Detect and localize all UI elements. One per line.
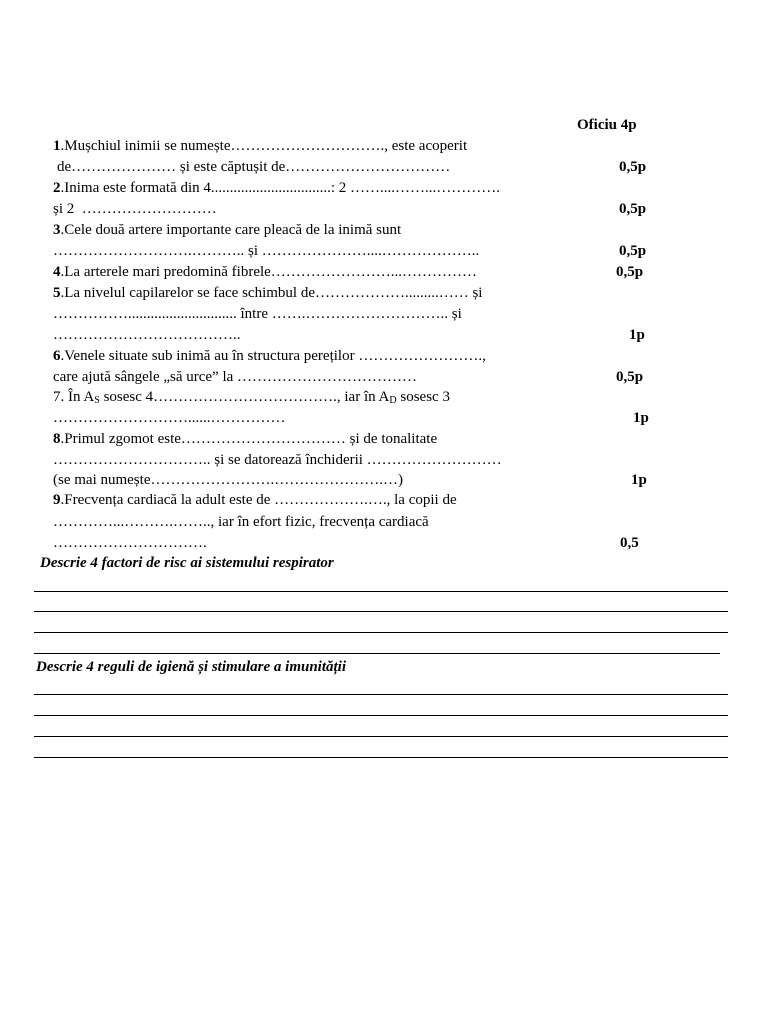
question-7-text-c: sosesc 3 (396, 389, 450, 405)
question-5-text-1: .La nivelul capilarelor se face schimbul de……………….........…… și (60, 285, 483, 301)
question-3-number: 3 (53, 222, 61, 238)
question-4-number: 4 (53, 264, 61, 280)
question-6-line-1 (53, 347, 486, 365)
question-3-line-2: ……………………….……….. și …………………....……………….. (53, 243, 480, 259)
question-7-line-2: ………………………......…………… (53, 410, 286, 426)
section-1-answer-line-1[interactable] (34, 591, 728, 592)
question-7-text-a: . În A (60, 389, 95, 405)
question-1-line-1 (53, 137, 467, 155)
question-3-line-1 (53, 221, 401, 239)
question-7-number: 7 (53, 389, 61, 405)
question-8-number: 8 (53, 431, 61, 447)
question-5-number: 5 (53, 285, 61, 301)
section-1-heading: Descrie 4 factori de risc ai sistemului respirator (40, 555, 334, 571)
question-7-text-b: sosesc 4………………………………., iar în A (99, 389, 390, 405)
question-4-points: 0,5p (616, 264, 644, 280)
section-1-answer-line-2[interactable] (34, 611, 728, 612)
question-5-line-2: ……………............................. între …….……………………….. și (53, 306, 462, 322)
question-3-text-1: .Cele două artere importante care pleacă de la inimă sunt (60, 222, 402, 238)
question-1-line-2: de………………… și este căptușit de…………………………… (57, 159, 451, 175)
section-2-answer-line-2[interactable] (34, 715, 728, 716)
question-9-points: 0,5 (620, 535, 639, 551)
question-4-line-1 (53, 263, 477, 281)
question-2-number: 2 (53, 180, 61, 196)
question-9-line-3: …………………………. (53, 535, 207, 551)
question-2-line-1 (53, 179, 500, 197)
question-5-points: 1p (629, 327, 645, 343)
question-2-line-2: și 2 ……………………… (53, 201, 217, 217)
section-2-answer-line-3[interactable] (34, 736, 728, 737)
question-3-points: 0,5p (619, 243, 647, 259)
question-1-points: 0,5p (619, 159, 647, 175)
question-5-line-1 (53, 284, 482, 302)
section-1-answer-line-3[interactable] (34, 632, 728, 633)
question-9-number: 9 (53, 492, 61, 508)
section-2-answer-line-1[interactable] (34, 694, 728, 695)
question-1-text-1: .Mușchiul inimii se numește…………………………., este acoperit (60, 138, 468, 154)
question-2-points: 0,5p (619, 201, 647, 217)
question-7-line-1 (53, 388, 450, 406)
question-9-text-1: .Frecvența cardiacă la adult este de ……………….…., la copii de (60, 492, 457, 508)
question-1-number: 1 (53, 138, 61, 154)
question-8-points: 1p (631, 472, 647, 488)
question-6-points: 0,5p (616, 369, 644, 385)
question-7-sub-s: S (94, 395, 100, 406)
question-8-line-1 (53, 430, 437, 448)
section-2-heading: Descrie 4 reguli de igienă și stimulare a imunității (36, 659, 347, 675)
question-9-line-2: …………...……….…….., iar în efort fizic, frecvența cardiacă (53, 514, 429, 530)
question-6-line-2: care ajută sângele „să urce” la ……………………………… (53, 369, 418, 385)
question-6-text-1: .Venele situate sub inimă au în structura pereților ……………………., (60, 348, 486, 364)
section-2-answer-line-4[interactable] (34, 757, 728, 758)
oficiu-points: Oficiu 4p (577, 117, 637, 133)
question-2-text-1: .Inima este formată din 4................................: 2 ……....……...…………. (60, 180, 501, 196)
section-1-answer-line-4[interactable] (34, 653, 720, 654)
question-5-line-3: ……………………………….. (53, 327, 241, 343)
question-8-text-1: .Primul zgomot este…………………………… și de tonalitate (60, 431, 438, 447)
question-9-line-1 (53, 491, 457, 509)
question-4-text-1: .La arterele mari predomină fibrele……………………...…………… (60, 264, 478, 280)
question-7-sub-d: D (389, 395, 397, 406)
question-6-number: 6 (53, 348, 61, 364)
question-8-line-3: (se mai numește…………………….………………….…) (53, 472, 403, 488)
question-8-line-2: ………………………….. și se datorează închiderii ……………………… (53, 452, 502, 468)
question-7-points: 1p (633, 410, 649, 426)
